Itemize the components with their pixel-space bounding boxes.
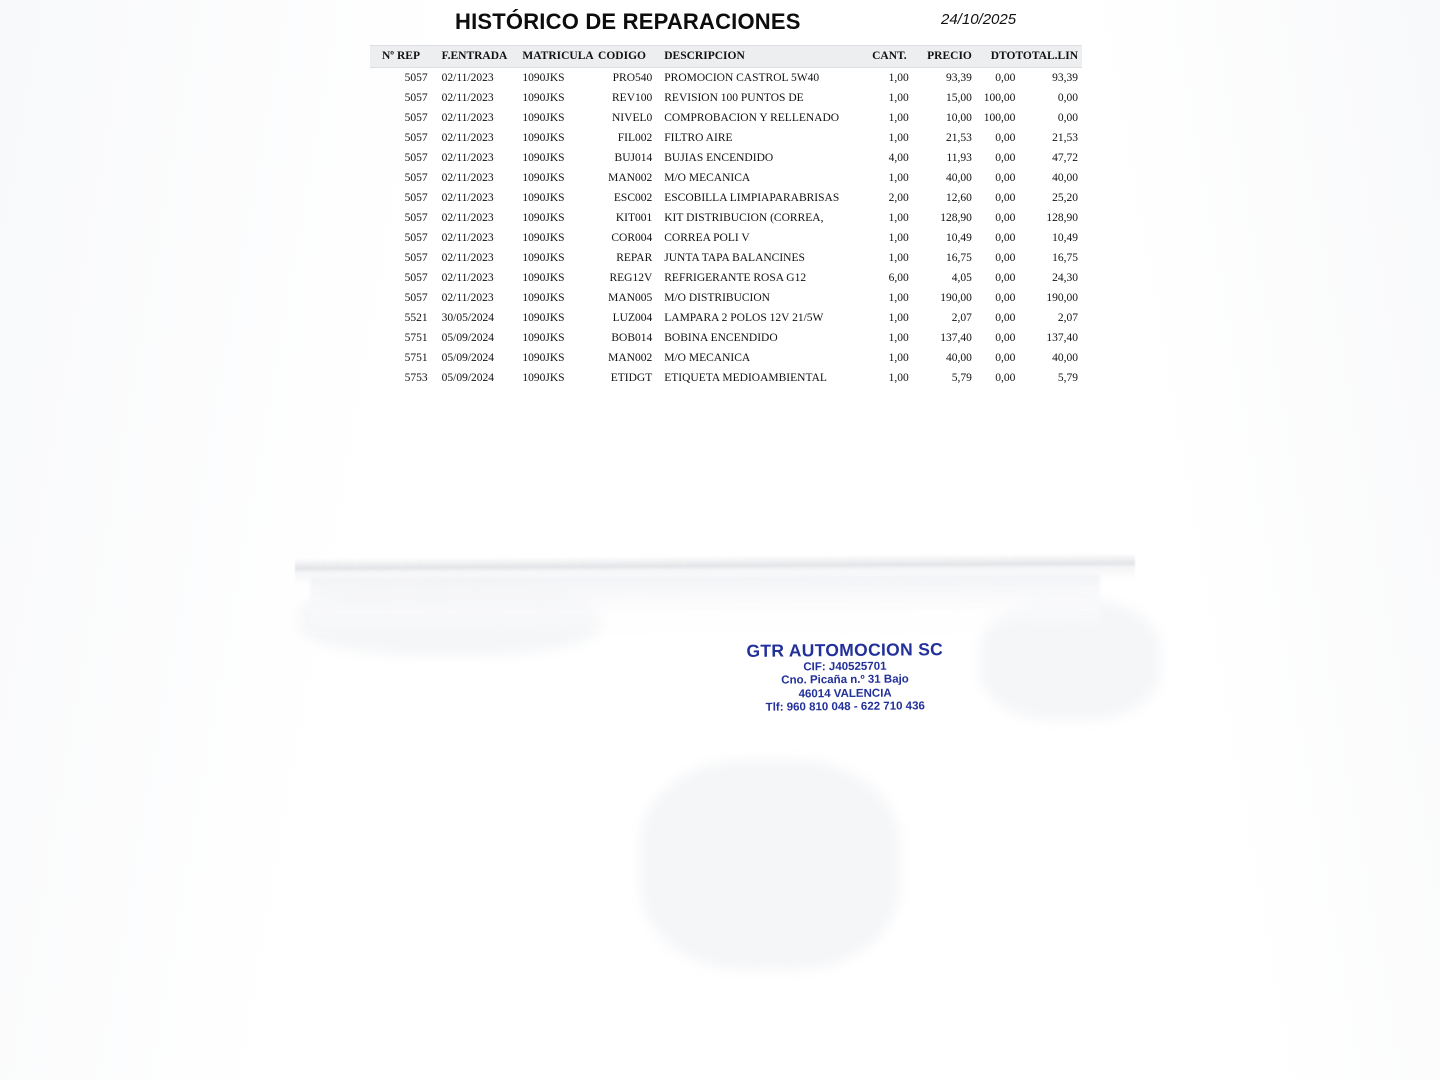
cell-total: 0,00: [1057, 112, 1078, 124]
cell-rep: 5057: [404, 192, 428, 204]
cell-total: 0,00: [1057, 92, 1078, 104]
cell-fecha: 02/11/2023: [441, 92, 494, 104]
cell-codigo: ESC002: [613, 192, 653, 204]
cell-matricula: 1090JKS: [522, 332, 565, 344]
column-header-matricula: MATRICULA: [514, 46, 594, 68]
cell-precio: 10,49: [946, 232, 972, 244]
stamp-phone: Tlf: 960 810 048 - 622 710 436: [765, 700, 925, 715]
cell-matricula: 1090JKS: [522, 232, 565, 244]
cell-matricula: 1090JKS: [522, 272, 565, 284]
cell-codigo: PRO540: [612, 72, 653, 84]
cell-total: 10,49: [1052, 232, 1078, 244]
cell-total: 24,30: [1052, 272, 1078, 284]
column-header-precio: PRECIO: [921, 46, 972, 68]
scan-fold-artifact: [310, 574, 1100, 637]
cell-fecha: 02/11/2023: [441, 72, 494, 84]
cell-precio: 40,00: [946, 352, 972, 364]
cell-matricula: 1090JKS: [522, 152, 565, 164]
column-header-rep: Nº REP: [370, 46, 434, 68]
cell-rep: 5057: [404, 72, 428, 84]
cell-cantidad: 1,00: [888, 332, 909, 344]
cell-precio: 128,90: [940, 212, 972, 224]
cell-codigo: MAN002: [608, 172, 653, 184]
cell-dto: 0,00: [995, 312, 1016, 324]
cell-fecha: 05/09/2024: [441, 372, 495, 384]
cell-rep: 5057: [404, 292, 428, 304]
cell-precio: 16,75: [946, 252, 972, 264]
cell-fecha: 02/11/2023: [441, 232, 494, 244]
cell-precio: 93,39: [946, 72, 972, 84]
cell-precio: 10,00: [946, 112, 972, 124]
cell-descripcion: CORREA POLI V: [664, 232, 750, 244]
cell-codigo: KIT001: [615, 212, 653, 224]
scan-smudge: [640, 760, 900, 970]
cell-matricula: 1090JKS: [522, 292, 565, 304]
cell-descripcion: COMPROBACION Y RELLENADO: [664, 112, 840, 124]
cell-descripcion: M/O DISTRIBUCION: [664, 292, 770, 304]
cell-total: 128,90: [1046, 212, 1078, 224]
table-row: [370, 308, 1082, 328]
table-row: [370, 348, 1082, 368]
cell-matricula: 1090JKS: [522, 132, 565, 144]
cell-cantidad: 1,00: [888, 112, 909, 124]
cell-fecha: 30/05/2024: [441, 312, 495, 324]
cell-total: 25,20: [1052, 192, 1078, 204]
cell-codigo: REG12V: [609, 272, 653, 284]
cell-rep: 5057: [404, 252, 428, 264]
cell-cantidad: 1,00: [888, 312, 909, 324]
cell-rep: 5057: [404, 132, 428, 144]
cell-dto: 0,00: [995, 212, 1016, 224]
table-row: [370, 168, 1082, 188]
cell-descripcion: M/O MECANICA: [664, 172, 751, 184]
cell-dto: 0,00: [995, 272, 1016, 284]
cell-dto: 0,00: [995, 372, 1016, 384]
cell-fecha: 02/11/2023: [441, 172, 494, 184]
cell-fecha: 02/11/2023: [441, 112, 494, 124]
cell-dto: 100,00: [983, 92, 1016, 104]
cell-dto: 100,00: [983, 112, 1016, 124]
cell-dto: 0,00: [995, 172, 1016, 184]
cell-cantidad: 1,00: [888, 132, 909, 144]
cell-cantidad: 6,00: [888, 272, 909, 284]
column-header-fecha: F.ENTRADA: [434, 46, 515, 68]
cell-descripcion: REFRIGERANTE ROSA G12: [664, 272, 807, 284]
repairs-table-container: [370, 45, 1082, 388]
cell-total: 137,40: [1046, 332, 1078, 344]
table-row: [370, 368, 1082, 388]
stamp-address: Cno. Picaña n.º 31 Bajo: [781, 673, 909, 687]
cell-fecha: 05/09/2024: [441, 332, 495, 344]
cell-total: 16,75: [1052, 252, 1078, 264]
table-row: [370, 128, 1082, 148]
cell-dto: 0,00: [995, 352, 1016, 364]
table-row: [370, 288, 1082, 308]
cell-descripcion: REVISION 100 PUNTOS DE: [664, 92, 804, 104]
cell-dto: 0,00: [995, 292, 1016, 304]
cell-codigo: COR004: [611, 232, 653, 244]
cell-precio: 40,00: [946, 172, 972, 184]
cell-matricula: 1090JKS: [522, 312, 565, 324]
company-stamp: [745, 639, 946, 716]
cell-matricula: 1090JKS: [522, 172, 565, 184]
cell-dto: 0,00: [995, 332, 1016, 344]
cell-codigo: REV100: [612, 92, 653, 104]
cell-cantidad: 1,00: [888, 352, 909, 364]
cell-rep: 5751: [404, 352, 428, 364]
cell-precio: 190,00: [940, 292, 972, 304]
cell-descripcion: ETIQUETA MEDIOAMBIENTAL: [664, 372, 827, 384]
cell-fecha: 02/11/2023: [441, 272, 494, 284]
cell-precio: 2,07: [951, 312, 972, 324]
cell-precio: 15,00: [946, 92, 972, 104]
cell-cantidad: 4,00: [888, 152, 909, 164]
cell-precio: 5,79: [951, 372, 972, 384]
column-header-descripcion: DESCRIPCION: [656, 46, 858, 68]
cell-precio: 4,05: [951, 272, 972, 284]
table-header-row: [370, 46, 1082, 68]
cell-dto: 0,00: [995, 152, 1016, 164]
cell-matricula: 1090JKS: [522, 352, 565, 364]
stamp-company-name: GTR AUTOMOCION SC: [746, 639, 944, 661]
cell-codigo: MAN005: [608, 292, 653, 304]
cell-dto: 0,00: [995, 232, 1016, 244]
cell-matricula: 1090JKS: [522, 112, 565, 124]
cell-rep: 5751: [404, 332, 428, 344]
document-date: 24/10/2025: [941, 11, 1017, 28]
cell-total: 21,53: [1052, 132, 1078, 144]
table-row: [370, 328, 1082, 348]
cell-codigo: BUJ014: [614, 152, 653, 164]
cell-total: 40,00: [1052, 352, 1078, 364]
cell-cantidad: 1,00: [888, 72, 909, 84]
cell-cantidad: 1,00: [888, 292, 909, 304]
repairs-table: [370, 45, 1082, 388]
cell-rep: 5057: [404, 152, 428, 164]
column-header-total: TOTAL.LIN: [1015, 46, 1082, 68]
cell-descripcion: PROMOCION CASTROL 5W40: [664, 72, 820, 84]
column-header-dto: DTO: [972, 46, 1016, 68]
table-header: [370, 46, 1082, 68]
table-row: [370, 148, 1082, 168]
cell-precio: 21,53: [946, 132, 972, 144]
cell-cantidad: 1,00: [888, 92, 909, 104]
table-body: [370, 68, 1082, 389]
cell-precio: 12,60: [946, 192, 972, 204]
cell-descripcion: BUJIAS ENCENDIDO: [664, 152, 774, 164]
cell-total: 2,07: [1057, 312, 1078, 324]
cell-codigo: NIVEL0: [612, 112, 653, 124]
cell-codigo: BOB014: [611, 332, 653, 344]
table-row: [370, 108, 1082, 128]
cell-fecha: 02/11/2023: [441, 132, 494, 144]
cell-codigo: MAN002: [608, 352, 653, 364]
cell-descripcion: FILTRO AIRE: [664, 132, 733, 144]
cell-descripcion: KIT DISTRIBUCION (CORREA,: [664, 212, 824, 224]
table-row: [370, 68, 1082, 89]
page-title: HISTÓRICO DE REPARACIONES: [455, 9, 801, 34]
cell-precio: 137,40: [940, 332, 972, 344]
cell-rep: 5057: [404, 212, 428, 224]
cell-descripcion: LAMPARA 2 POLOS 12V 21/5W: [664, 312, 824, 324]
cell-rep: 5057: [404, 112, 428, 124]
cell-descripcion: M/O MECANICA: [664, 352, 751, 364]
cell-descripcion: JUNTA TAPA BALANCINES: [664, 252, 805, 264]
cell-fecha: 02/11/2023: [441, 192, 494, 204]
cell-precio: 11,93: [946, 152, 972, 164]
cell-total: 5,79: [1057, 372, 1078, 384]
cell-cantidad: 1,00: [888, 172, 909, 184]
stamp-city: 46014 VALENCIA: [798, 687, 892, 701]
cell-dto: 0,00: [995, 252, 1016, 264]
cell-codigo: ETIDGT: [610, 372, 653, 384]
cell-dto: 0,00: [995, 72, 1016, 84]
table-row: [370, 88, 1082, 108]
cell-rep: 5057: [404, 272, 428, 284]
cell-matricula: 1090JKS: [522, 212, 565, 224]
cell-fecha: 02/11/2023: [441, 292, 494, 304]
cell-rep: 5521: [404, 312, 428, 324]
cell-total: 93,39: [1052, 72, 1078, 84]
cell-codigo: LUZ004: [612, 312, 653, 324]
cell-descripcion: BOBINA ENCENDIDO: [664, 332, 778, 344]
table-row: [370, 268, 1082, 288]
cell-cantidad: 2,00: [888, 192, 909, 204]
cell-cantidad: 1,00: [888, 372, 909, 384]
cell-dto: 0,00: [995, 132, 1016, 144]
cell-descripcion: ESCOBILLA LIMPIAPARABRISAS: [664, 192, 840, 204]
cell-rep: 5057: [404, 172, 428, 184]
cell-rep: 5753: [404, 372, 428, 384]
cell-cantidad: 1,00: [888, 232, 909, 244]
table-row: [370, 208, 1082, 228]
cell-cantidad: 1,00: [888, 212, 909, 224]
cell-matricula: 1090JKS: [522, 252, 565, 264]
cell-fecha: 02/11/2023: [441, 212, 494, 224]
column-header-codigo: CODIGO: [594, 46, 656, 68]
column-header-cantidad: CANT.: [858, 46, 921, 68]
cell-rep: 5057: [404, 232, 428, 244]
cell-dto: 0,00: [995, 192, 1016, 204]
cell-matricula: 1090JKS: [522, 192, 565, 204]
cell-cantidad: 1,00: [888, 252, 909, 264]
cell-codigo: REPAR: [616, 252, 653, 264]
cell-matricula: 1090JKS: [522, 92, 565, 104]
cell-rep: 5057: [404, 92, 428, 104]
table-row: [370, 228, 1082, 248]
cell-fecha: 02/11/2023: [441, 252, 494, 264]
cell-fecha: 05/09/2024: [441, 352, 495, 364]
cell-total: 190,00: [1046, 292, 1078, 304]
cell-matricula: 1090JKS: [522, 372, 565, 384]
table-row: [370, 188, 1082, 208]
cell-codigo: FIL002: [617, 132, 653, 144]
cell-total: 40,00: [1052, 172, 1078, 184]
cell-total: 47,72: [1052, 152, 1078, 164]
stamp-cif: CIF: J40525701: [803, 660, 887, 674]
cell-fecha: 02/11/2023: [441, 152, 494, 164]
table-row: [370, 248, 1082, 268]
cell-matricula: 1090JKS: [522, 72, 565, 84]
